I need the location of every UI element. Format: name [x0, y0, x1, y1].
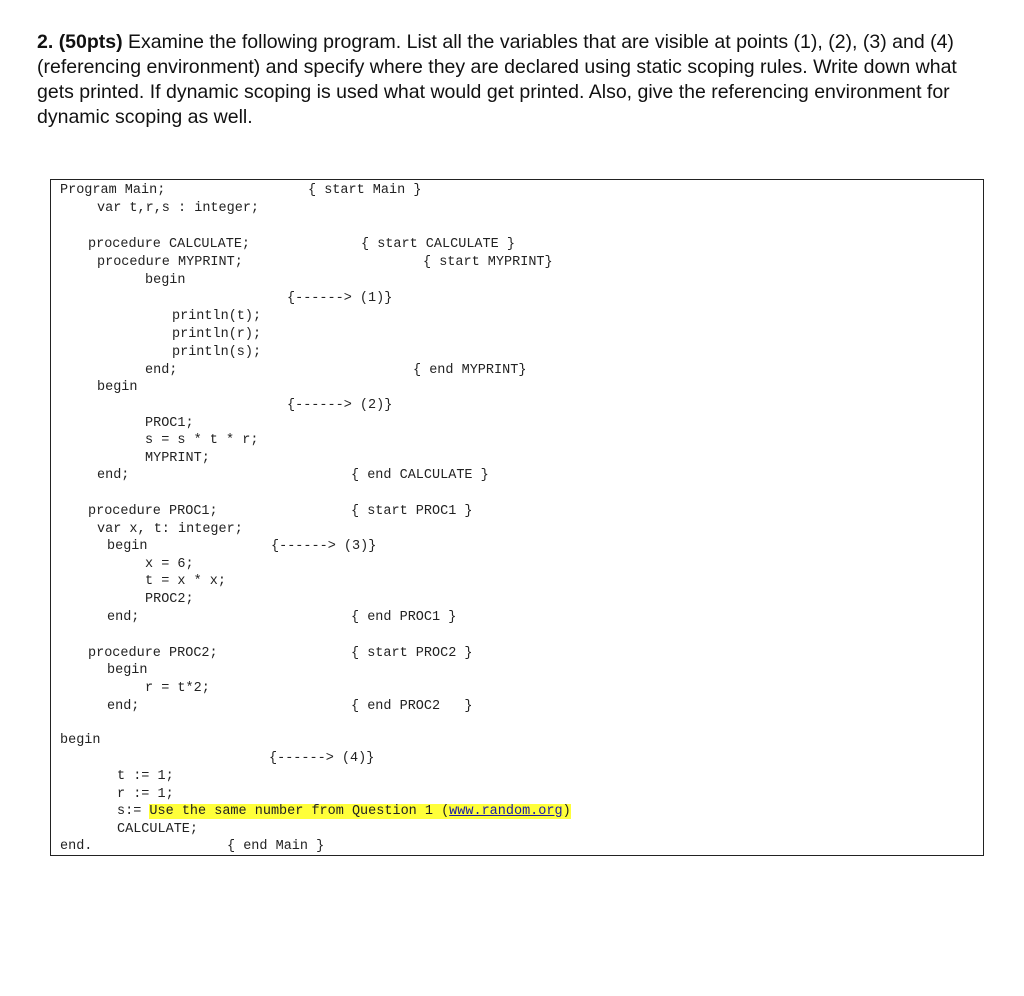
main-s-prefix: s:= [117, 804, 142, 819]
end-proc1-comment: { end PROC1 } [351, 610, 457, 625]
proc-calculate-header: procedure CALCULATE; [88, 237, 251, 252]
call-myprint: MYPRINT; [145, 451, 210, 466]
calculate-begin: begin [97, 380, 138, 395]
question-number: 2. [37, 31, 54, 53]
marker-1: {------> (1)} [287, 291, 393, 306]
start-proc1-comment: { start PROC1 } [351, 504, 473, 519]
call-proc2: PROC2; [145, 592, 194, 607]
proc-myprint-header: procedure MYPRINT; [97, 255, 243, 270]
marker-3: {------> (3)} [271, 539, 377, 554]
start-myprint-comment: { start MYPRINT} [423, 255, 553, 270]
end-main-comment: { end Main } [227, 839, 325, 854]
assign-x: x = 6; [145, 557, 194, 572]
myprint-end: end; [145, 363, 178, 378]
start-main-comment: { start Main } [308, 183, 422, 198]
end-proc2-comment: { end PROC2 } [351, 699, 473, 714]
proc-proc1-header: procedure PROC1; [88, 504, 218, 519]
myprint-begin: begin [145, 273, 186, 288]
var-declaration: var t,r,s : integer; [97, 201, 260, 216]
main-assign-t: t := 1; [117, 769, 174, 784]
proc-proc2-header: procedure PROC2; [88, 646, 218, 661]
end-myprint-comment: { end MYPRINT} [413, 363, 527, 378]
marker-2: {------> (2)} [287, 398, 393, 413]
highlighted-instruction [149, 804, 570, 819]
call-proc1: PROC1; [145, 416, 194, 431]
proc1-var-declaration: var x, t: integer; [97, 522, 243, 537]
marker-4: {------> (4)} [269, 751, 375, 766]
proc1-end: end; [107, 610, 140, 625]
highlight-close: ) [562, 804, 571, 819]
program-header: Program Main; [60, 183, 166, 198]
main-end: end. [60, 839, 93, 854]
end-calculate-comment: { end CALCULATE } [351, 468, 489, 483]
call-calculate: CALCULATE; [117, 822, 199, 837]
question-text [37, 30, 987, 130]
println-r: println(r); [172, 327, 262, 342]
start-calculate-comment: { start CALCULATE } [361, 237, 515, 252]
random-org-link[interactable]: www.random.org [449, 804, 563, 819]
proc1-begin: begin [107, 539, 148, 554]
assign-s: s = s * t * r; [145, 433, 259, 448]
println-s: println(s); [172, 345, 262, 360]
main-begin: begin [60, 733, 101, 748]
question-points: (50pts) [58, 31, 123, 53]
proc2-end: end; [107, 699, 140, 714]
question-body: Examine the following program. List all the variables that are visible at points (1), (2), (3) and (4) (referencing environment) and specify where they are declared using static scoping rules. Write down what gets printed. If dynamic scoping is used what would get printed. Also, give the referencing environment for dynamic scoping as well. [37, 31, 957, 128]
println-t: println(t); [172, 309, 262, 324]
code-listing [50, 179, 984, 856]
start-proc2-comment: { start PROC2 } [351, 646, 473, 661]
calculate-end: end; [97, 468, 130, 483]
assign-r: r = t*2; [145, 681, 210, 696]
proc2-begin: begin [107, 663, 148, 678]
main-assign-r: r := 1; [117, 787, 174, 802]
main-assign-s [117, 803, 571, 821]
highlight-text: Use the same number from Question 1 ( [149, 804, 450, 819]
assign-t: t = x * x; [145, 574, 227, 589]
